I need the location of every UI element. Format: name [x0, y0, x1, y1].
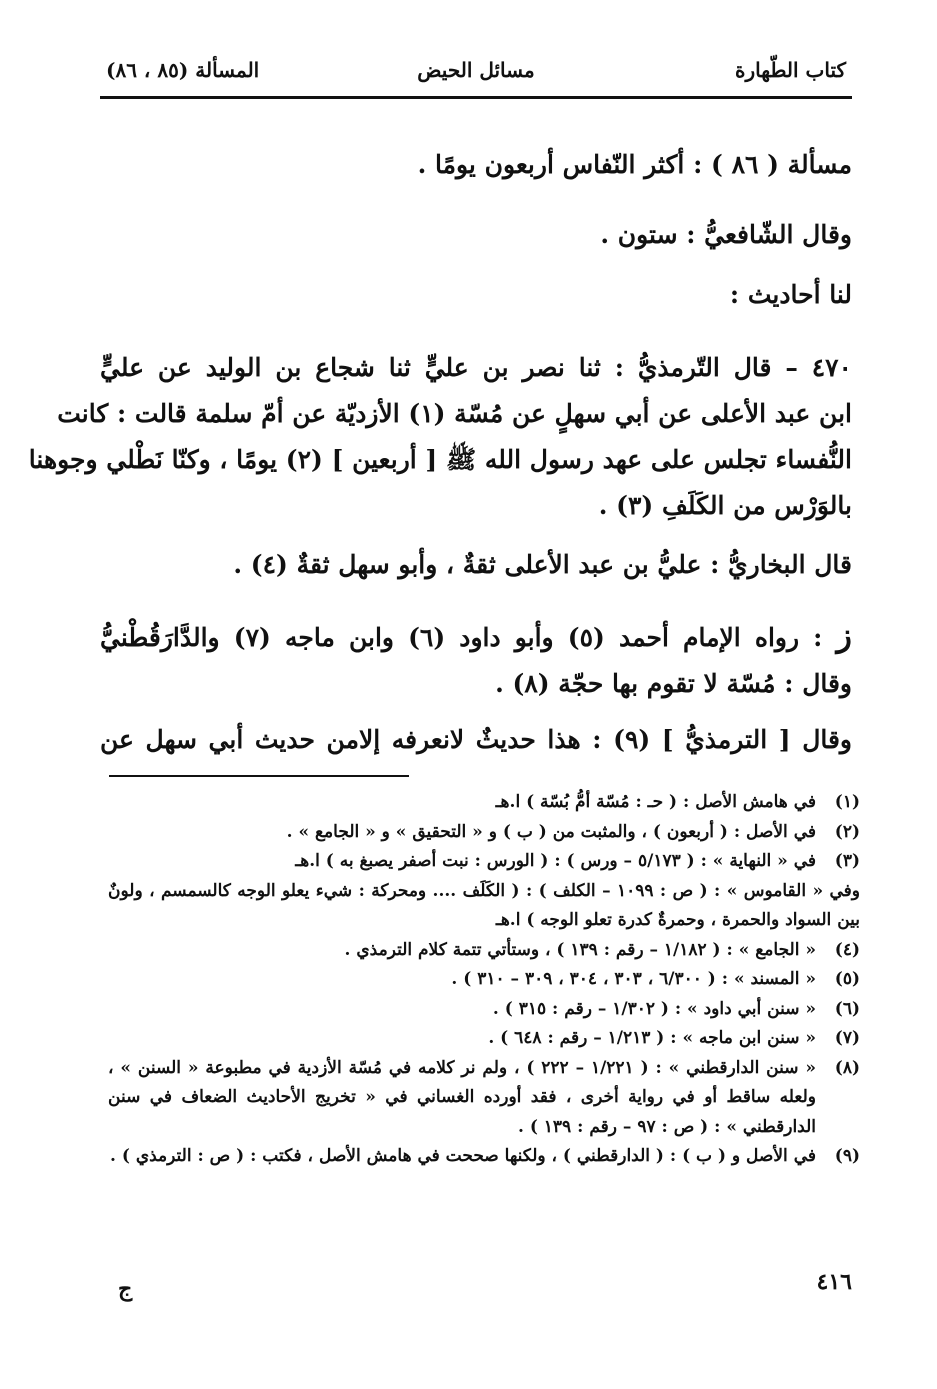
header-issue-range: المسألة (٨٥ ، ٨٦) — [106, 58, 260, 82]
footnote-continuation: وفي « القاموس » : ( ص : ١٠٩٩ – الكلف ) : ( الكَلَف .... ومحركة : شيء يعلو الوجه كالسمسم ، ولونٌ بين السواد والحمرة ، وحمرةٌ كدرة تعلو الوجه ) ا.هـ — [108, 880, 861, 930]
hadith-line: النُّفساء تجلس على عهد رسول الله ﷺ [ أربعين ] (٢) يومًا ، وكنّا نَطْلي وجوهنا — [28, 445, 852, 474]
footnote: (٥) « المسند » : ( ٦/٣٠٠ ، ٣٠٣ ، ٣٠٤ ، ٣٠٩ – ٣١٠ ) . — [451, 969, 860, 989]
takhrij-line: ز : رواه الإمام أحمد (٥) وأبو داود (٦) وابن ماجه (٧) والدَّارَقُطْنيُّ — [100, 616, 852, 654]
footnote-separator — [109, 775, 409, 777]
footnote: (٨) « سنن الدارقطني » : ( ١/٢٢١ – ٢٢٢ ) ، ولم نر كلامه في مُسّة الأزدية في مطبوعة « السنن » ، ولعله ساقط أو في رواية أخرى ، فقد أورده الغساني في « تخريج الأحاديث الضعاف في سنن الدارقطني » : ( ص : ٩٧ – رقم : ١٣٩ ) . — [108, 1057, 860, 1137]
footnote: (٦) « سنن أبي داود » : ( ١/٣٠٢ – رقم : ٣١٥ ) . — [492, 998, 860, 1019]
running-header — [100, 52, 852, 99]
footnote: (٢) في الأصل : ( أربعون ) ، والمثبت من ( ب ) و « التحقيق » و « الجامع » . — [286, 821, 860, 842]
z-mark: ز — [836, 616, 852, 654]
footnotes — [108, 788, 860, 1172]
footnote: (١) في هامش الأصل : ( حـ : مُسّة أمُّ بُسّة ) ا.هـ — [495, 792, 860, 812]
masala-label: مسألة ( ٨٦ ) — [711, 150, 852, 179]
footnote: (٤) « الجامع » : ( ١/١٨٢ – رقم : ١٣٩ ) ، وستأتي تتمة كلام الترمذي . — [344, 939, 860, 960]
footnote: (٣) في « النهاية » : ( ٥/١٧٣ – ورس ) : ( الورس : نبت أصفر يصبغ به ) ا.هـ — [295, 851, 860, 871]
page-number: ٤١٦ — [816, 1269, 852, 1295]
hadith-number: ٤٧٠ – — [785, 353, 852, 382]
takhrij-line: وقال : مُسّة لا تقوم بها حجّة (٨) . — [495, 669, 852, 698]
footnote: (٧) « سنن ابن ماجه » : ( ١/٢١٣ – رقم : ٦٤٨ ) . — [488, 1028, 860, 1048]
signature-mark: ج — [118, 1276, 133, 1302]
header-chapter-title: مسائل الحيض — [417, 58, 535, 82]
tirmidhi-comment: وقال [ الترمذيُّ ] (٩) : هذا حديثٌ لانعرفه إلامن حديث أبي سهل عن — [100, 725, 853, 754]
takhrij-paragraph — [100, 612, 852, 707]
hadith-line: بالوَرْس من الكَلَفِ (٣) . — [598, 491, 852, 520]
bukhari-comment: قال البخاريُّ : عليُّ بن عبد الأعلى ثقةٌ ، وأبو سهل ثقةٌ (٤) . — [233, 550, 852, 579]
header-book-title: كتاب الطّهارة — [735, 58, 846, 82]
masala-heading — [100, 150, 852, 179]
hadith-470 — [28, 345, 852, 529]
lana-heading: لنا أحاديث : — [729, 280, 852, 309]
hadith-line: ابن عبد الأعلى عن أبي سهلٍ عن مُسّة (١) الأزديّة عن أمّ سلمة قالت : كانت — [57, 399, 852, 428]
footnote: (٩) في الأصل و ( ب ) : ( الدارقطني ) ، ولكنها صححت في هامش الأصل ، فكتب : ( ص : الترمذي ) . — [110, 1146, 860, 1166]
masala-text: : أكثر النّفاس أربعون يومًا . — [417, 150, 712, 179]
shafii-opinion: وقال الشّافعيُّ : ستون . — [600, 220, 852, 249]
hadith-line: ٤٧٠ – قال التّرمذيُّ : ثنا نصر بن عليٍّ ثنا شجاع بن الوليد عن عليٍّ — [100, 353, 852, 382]
